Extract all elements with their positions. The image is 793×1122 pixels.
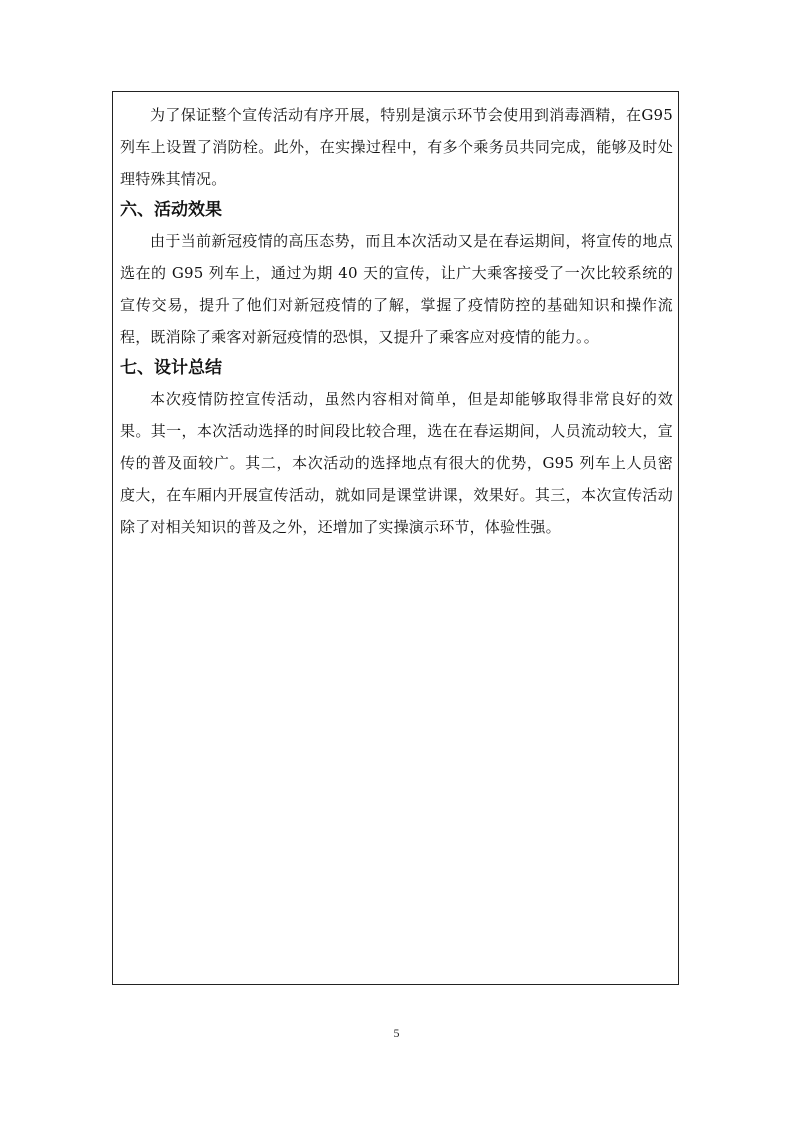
content-frame: [112, 91, 679, 985]
section-heading-summary: 七、设计总结: [120, 358, 222, 378]
page-number: 5: [393, 1026, 400, 1040]
intro-paragraph: 为了保证整个宣传活动有序开展，特别是演示环节会使用到消毒酒精，在G95 列车上设置了消防栓。此外，在实操过程中，有多个乘务员共同完成，能够及时处理特殊其情况。: [120, 106, 673, 188]
document-body: [120, 99, 673, 543]
summary-paragraph: 本次疫情防控宣传活动，虽然内容相对简单，但是却能够取得非常良好的效果。其一，本次活动选择的时间段比较合理，选在在春运期间，人员流动较大，宣传的普及面较广。其二，本次活动的选择地点有很大的优势，G95 列车上人员密度大，在车厢内开展宣传活动，就如同是课堂讲课，效果好。其三，本次宣传活动除了对相关知识的普及之外，还增加了实操演示环节，体验性强。: [120, 390, 673, 536]
effect-paragraph: 由于当前新冠疫情的高压态势，而且本次活动又是在春运期间，将宣传的地点选在的 G95 列车上，通过为期 40 天的宣传，让广大乘客接受了一次比较系统的宣传交易，提升了他们对新冠疫情的了解，掌握了疫情防控的基础知识和操作流程，既消除了乘客对新冠疫情的恐惧，又提升了乘客应对疫情的能力。。: [120, 232, 673, 346]
section-heading-effect: 六、活动效果: [120, 200, 222, 220]
